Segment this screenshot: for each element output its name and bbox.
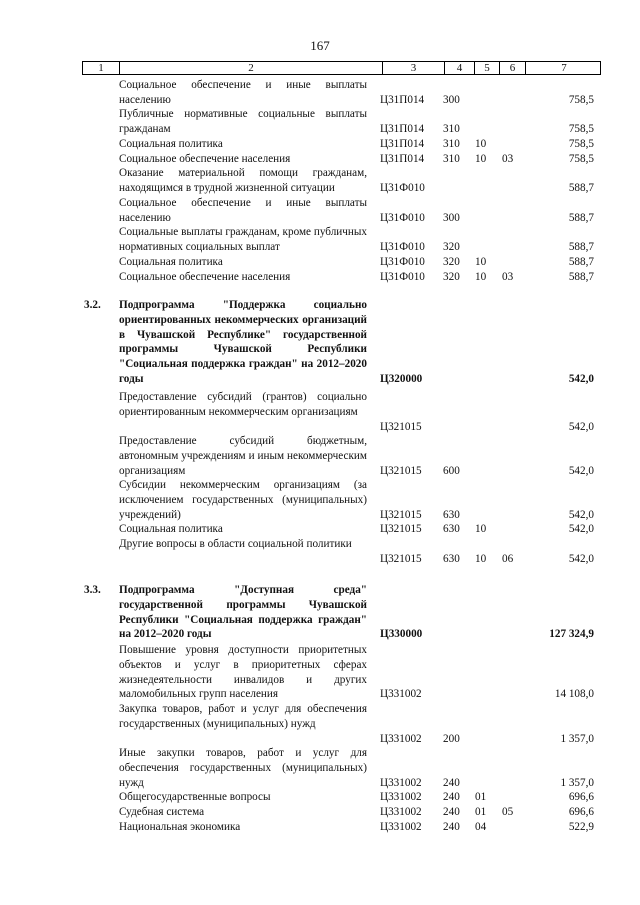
amount: 14 108,0 bbox=[554, 688, 594, 701]
row-description: Социальное обеспечение и иные выплаты населению bbox=[119, 197, 367, 224]
target-code: Ц331002 bbox=[380, 791, 422, 803]
row-description: Предоставление субсидий (грантов) социально ориентированным некоммерческим организациям bbox=[119, 391, 367, 418]
amount: 542,0 bbox=[568, 373, 594, 385]
expense-type-code: 320 bbox=[443, 271, 460, 283]
target-code: Ц330000 bbox=[380, 628, 423, 641]
expense-type-code: 200 bbox=[443, 732, 460, 745]
row-description: Публичные нормативные социальные выплаты гражданам bbox=[119, 108, 367, 135]
expense-type-code: 240 bbox=[443, 806, 460, 818]
expense-type-code: 310 bbox=[443, 153, 460, 165]
header-col-1: 1 bbox=[83, 62, 120, 74]
row-description: Подпрограмма "Доступная среда" государственной программы Чувашской Республики "Социальная поддержка граждан" на 2012–2020 годы bbox=[119, 584, 367, 641]
amount: 588,7 bbox=[568, 211, 594, 224]
subsection-code: 05 bbox=[502, 806, 514, 818]
row-description: Другие вопросы в области социальной политики bbox=[119, 538, 352, 550]
section-code: 10 bbox=[475, 256, 487, 268]
row-description: Подпрограмма "Поддержка социально ориентированных некоммерческих организаций в Чувашской Республике" государственной программы Чувашской Республики "Социальная поддержка граждан" на 2012–2020 годы bbox=[119, 299, 367, 385]
section-code: 10 bbox=[475, 138, 487, 150]
amount: 758,5 bbox=[568, 138, 594, 150]
header-col-7: 7 bbox=[561, 62, 567, 74]
row-description: Судебная система bbox=[119, 806, 205, 818]
amount: 522,9 bbox=[568, 821, 594, 833]
expense-type-code: 240 bbox=[443, 821, 460, 833]
amount: 588,7 bbox=[568, 271, 594, 283]
expense-type-code: 240 bbox=[443, 776, 460, 789]
subsection-code: 03 bbox=[502, 271, 514, 283]
row-description: Социальные выплаты гражданам, кроме публичных нормативных социальных выплат bbox=[119, 226, 367, 253]
target-code: Ц320000 bbox=[380, 373, 423, 385]
target-code: Ц331002 bbox=[380, 821, 422, 833]
target-code: Ц321015 bbox=[380, 552, 422, 565]
row-description: Повышение уровня доступности приоритетных объектов и услуг в приоритетных сферах жизнедеятельности инвалидов и других маломобильных групп населения bbox=[119, 644, 367, 701]
target-code: Ц331002 bbox=[380, 688, 422, 701]
amount: 588,7 bbox=[568, 240, 594, 253]
header-col-6: 6 bbox=[500, 62, 526, 74]
row-description: Оказание материальной помощи гражданам, находящимся в трудной жизненной ситуации bbox=[119, 167, 367, 194]
target-code: Ц331002 bbox=[380, 732, 422, 745]
target-code: Ц31Ф010 bbox=[380, 240, 425, 253]
target-code: Ц321015 bbox=[380, 420, 422, 433]
target-code: Ц321015 bbox=[380, 508, 422, 521]
section-code: 10 bbox=[475, 271, 487, 283]
row-number: 3.3. bbox=[84, 584, 101, 596]
target-code: Ц331002 bbox=[380, 776, 422, 789]
row-description: Социальное обеспечение населения bbox=[119, 153, 291, 165]
header-col-3: 3 bbox=[383, 62, 445, 74]
expense-type-code: 310 bbox=[443, 138, 460, 150]
section-code: 01 bbox=[475, 806, 487, 818]
expense-type-code: 310 bbox=[443, 122, 460, 135]
target-code: Ц331002 bbox=[380, 806, 422, 818]
expense-type-code: 240 bbox=[443, 791, 460, 803]
amount: 542,0 bbox=[568, 420, 594, 433]
expense-type-code: 630 bbox=[443, 552, 460, 565]
section-code: 01 bbox=[475, 791, 487, 803]
row-description: Субсидии некоммерческим организациям (за исключением государственных (муниципальных) учреждений) bbox=[119, 479, 367, 521]
section-code: 04 bbox=[475, 821, 487, 833]
expense-type-code: 300 bbox=[443, 93, 460, 106]
target-code: Ц31П014 bbox=[380, 138, 425, 150]
amount: 758,5 bbox=[568, 122, 594, 135]
row-description: Социальная политика bbox=[119, 138, 223, 150]
row-description: Иные закупки товаров, работ и услуг для обеспечения государственных (муниципальных) нужд bbox=[119, 747, 367, 789]
subsection-code: 06 bbox=[502, 552, 514, 565]
target-code: Ц31П014 bbox=[380, 153, 425, 165]
section-code: 10 bbox=[475, 552, 487, 565]
section-code: 10 bbox=[475, 523, 487, 535]
target-code: Ц31П014 bbox=[380, 93, 425, 106]
header-col-2: 2 bbox=[120, 62, 383, 74]
row-description: Национальная экономика bbox=[119, 821, 241, 833]
subsection-code: 03 bbox=[502, 153, 514, 165]
row-description: Социальная политика bbox=[119, 523, 223, 535]
expense-type-code: 300 bbox=[443, 211, 460, 224]
amount: 758,5 bbox=[568, 93, 594, 106]
amount: 696,6 bbox=[568, 791, 594, 803]
amount: 542,0 bbox=[568, 552, 594, 565]
target-code: Ц321015 bbox=[380, 523, 422, 535]
amount: 542,0 bbox=[568, 508, 594, 521]
target-code: Ц31Ф010 bbox=[380, 211, 425, 224]
page-number: 167 bbox=[310, 38, 330, 53]
amount: 542,0 bbox=[568, 464, 594, 477]
expense-type-code: 630 bbox=[443, 508, 460, 521]
row-description: Социальная политика bbox=[119, 256, 223, 268]
header-col-4: 4 bbox=[445, 62, 475, 74]
expense-type-code: 320 bbox=[443, 240, 460, 253]
header-col-5: 5 bbox=[475, 62, 500, 74]
target-code: Ц31П014 bbox=[380, 122, 425, 135]
row-description: Социальное обеспечение населения bbox=[119, 271, 291, 283]
expense-type-code: 630 bbox=[443, 523, 460, 535]
target-code: Ц31Ф010 bbox=[380, 271, 425, 283]
row-description: Общегосударственные вопросы bbox=[119, 791, 271, 803]
target-code: Ц31Ф010 bbox=[380, 181, 425, 194]
row-description: Предоставление субсидий бюджетным, автономным учреждениям и иным некоммерческим организациям bbox=[119, 435, 367, 477]
expense-type-code: 600 bbox=[443, 464, 460, 477]
row-description: Социальное обеспечение и иные выплаты населению bbox=[119, 79, 367, 106]
amount: 1 357,0 bbox=[560, 732, 594, 745]
amount: 758,5 bbox=[568, 153, 594, 165]
expense-type-code: 320 bbox=[443, 256, 460, 268]
row-number: 3.2. bbox=[84, 299, 101, 311]
amount: 1 357,0 bbox=[560, 776, 594, 789]
row-description: Закупка товаров, работ и услуг для обеспечения государственных (муниципальных) нужд bbox=[119, 703, 367, 730]
amount: 542,0 bbox=[568, 523, 594, 535]
amount: 588,7 bbox=[568, 256, 594, 268]
amount: 696,6 bbox=[568, 806, 594, 818]
table-header bbox=[82, 61, 601, 75]
target-code: Ц321015 bbox=[380, 464, 422, 477]
amount: 127 324,9 bbox=[549, 628, 594, 641]
target-code: Ц31Ф010 bbox=[380, 256, 425, 268]
amount: 588,7 bbox=[568, 181, 594, 194]
section-code: 10 bbox=[475, 153, 487, 165]
